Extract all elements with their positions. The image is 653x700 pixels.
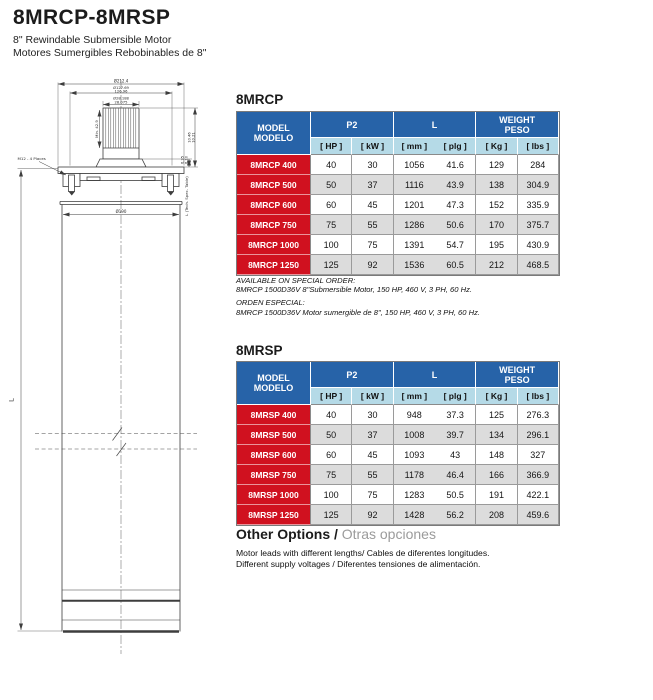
- spec-value: 1286: [394, 215, 435, 235]
- spec-value: 212: [476, 255, 517, 275]
- spec-value: 304.9: [518, 175, 559, 195]
- unit-header: [ HP ]: [311, 138, 352, 155]
- spec-value: 276.3: [518, 405, 559, 425]
- other-options-heading-en: Other Options /: [236, 526, 338, 542]
- other-options-heading: [236, 526, 436, 542]
- group-header: L: [394, 362, 477, 388]
- spec-value: 75: [352, 485, 393, 505]
- unit-header: [ Kg ]: [476, 388, 517, 405]
- model-name: 8MRSP 1250: [237, 505, 311, 525]
- spec-value: 335.9: [518, 195, 559, 215]
- spec-value: 1201: [394, 195, 435, 215]
- group-header: P2: [311, 112, 394, 138]
- other-options-heading-es: Otras opciones: [341, 526, 436, 542]
- model-name: 8MRCP 750: [237, 215, 311, 235]
- dim-shaft-diameter-max: Ø28.188: [113, 96, 129, 101]
- spec-table-grid: [236, 111, 560, 276]
- dim-length-label: L: [7, 398, 16, 402]
- spec-value: 1536: [394, 255, 435, 275]
- spec-value: 1116: [394, 175, 435, 195]
- spec-value: 1008: [394, 425, 435, 445]
- spec-value: 37.3: [435, 405, 476, 425]
- spec-value: 1283: [394, 485, 435, 505]
- spec-value: 30: [352, 155, 393, 175]
- spec-value: 375.7: [518, 215, 559, 235]
- spec-value: 100: [311, 235, 352, 255]
- spec-value: 166: [476, 465, 517, 485]
- other-options-line1: Motor leads with different lengths/ Cables de diferentes longitudes.: [236, 548, 490, 558]
- note-es-title: ORDEN ESPECIAL:: [236, 298, 305, 308]
- spec-value: 41.6: [435, 155, 476, 175]
- group-header: P2: [311, 362, 394, 388]
- unit-header: [ HP ]: [311, 388, 352, 405]
- spec-value: 30: [352, 405, 393, 425]
- model-name: 8MRSP 400: [237, 405, 311, 425]
- spec-value: 75: [311, 215, 352, 235]
- spec-value: 134: [476, 425, 517, 445]
- table-8mrcp: [236, 111, 560, 276]
- spec-value: 55: [352, 465, 393, 485]
- other-options-line2: Different supply voltages / Diferentes tensiones de alimentación.: [236, 558, 481, 569]
- unit-header: [ mm ]: [394, 138, 435, 155]
- dim-shaft-extension-min: 10.21: [191, 132, 196, 143]
- spec-value: 1178: [394, 465, 435, 485]
- spec-table-grid: [236, 361, 560, 526]
- unit-header: [ plg ]: [435, 138, 476, 155]
- spec-value: 125: [476, 405, 517, 425]
- spec-value: 92: [352, 255, 393, 275]
- subtitle-es: Motores Sumergibles Rebobinables de 8": [13, 46, 207, 59]
- spec-value: 40: [311, 155, 352, 175]
- spec-value: 948: [394, 405, 435, 425]
- spec-value: 125: [311, 505, 352, 525]
- unit-header: [ lbs ]: [518, 388, 559, 405]
- spec-value: 191: [476, 485, 517, 505]
- motor-technical-drawing: [0, 0, 230, 700]
- spec-value: 45: [352, 195, 393, 215]
- spec-value: 296.1: [518, 425, 559, 445]
- unit-header: [ kW ]: [352, 388, 393, 405]
- model-name: 8MRSP 500: [237, 425, 311, 445]
- spec-value: 55: [352, 215, 393, 235]
- model-column-header: MODEL MODELO: [237, 362, 311, 405]
- dim-spline-length: Min. 42.9: [93, 120, 99, 138]
- unit-header: [ lbs ]: [518, 138, 559, 155]
- dim-step-min: 6.10: [184, 155, 189, 165]
- dim-stud-callout: M12 - 4 Places: [17, 156, 46, 161]
- table-8mrsp: [236, 361, 560, 526]
- unit-header: [ kW ]: [352, 138, 393, 155]
- spec-value: 50.5: [435, 485, 476, 505]
- model-name: 8MRCP 400: [237, 155, 311, 175]
- spec-value: 50.6: [435, 215, 476, 235]
- spec-value: 43: [435, 445, 476, 465]
- spec-value: 152: [476, 195, 517, 215]
- spec-value: 47.3: [435, 195, 476, 215]
- spec-value: 45: [352, 445, 393, 465]
- spec-value: 43.9: [435, 175, 476, 195]
- model-column-header: MODEL MODELO: [237, 112, 311, 155]
- dim-length-note: L (Tech. Spec. Table): [184, 176, 189, 216]
- spec-value: 170: [476, 215, 517, 235]
- spec-value: 50: [311, 175, 352, 195]
- group-header: L: [394, 112, 477, 138]
- break-lines: [35, 428, 197, 457]
- note-es: [236, 298, 558, 316]
- table-title-8mrcp: 8MRCP: [236, 92, 284, 107]
- dim-register-diameter-max: Ø127.69: [113, 85, 129, 90]
- spec-value: 468.5: [518, 255, 559, 275]
- spec-value: 56.2: [435, 505, 476, 525]
- dim-register-diameter-min: 126.96: [114, 89, 128, 94]
- spec-value: 50: [311, 425, 352, 445]
- spec-value: 284: [518, 155, 559, 175]
- unit-header: [ plg ]: [435, 388, 476, 405]
- group-header: WEIGHT PESO: [476, 112, 559, 138]
- dim-shaft-diameter-min: 28.075: [114, 100, 128, 105]
- dim-body-diameter: Ø190: [115, 208, 127, 214]
- note-en: [236, 276, 558, 294]
- model-name: 8MRSP 600: [237, 445, 311, 465]
- spec-value: 148: [476, 445, 517, 465]
- note-en-body: 8MRCP 1500D36V 8"Submersible Motor, 150 HP, 460 V, 3 PH, 60 Hz.: [236, 285, 472, 295]
- spec-value: 46.4: [435, 465, 476, 485]
- spec-value: 100: [311, 485, 352, 505]
- page-title: 8MRCP-8MRSP: [13, 6, 171, 29]
- model-name: 8MRCP 600: [237, 195, 311, 215]
- spec-value: 459.6: [518, 505, 559, 525]
- subtitle-en: 8" Rewindable Submersible Motor: [13, 34, 172, 46]
- note-en-title: AVAILABLE ON SPECIAL ORDER:: [236, 276, 356, 285]
- spec-value: 1428: [394, 505, 435, 525]
- spec-value: 430.9: [518, 235, 559, 255]
- model-name: 8MRCP 500: [237, 175, 311, 195]
- spec-value: 60: [311, 195, 352, 215]
- dim-overall-diameter: Ø212.4: [113, 78, 129, 84]
- unit-header: [ mm ]: [394, 388, 435, 405]
- unit-header: [ Kg ]: [476, 138, 517, 155]
- group-header: WEIGHT PESO: [476, 362, 559, 388]
- spec-value: 60: [311, 445, 352, 465]
- spec-value: 1093: [394, 445, 435, 465]
- spec-value: 40: [311, 405, 352, 425]
- model-name: 8MRSP 750: [237, 465, 311, 485]
- spec-value: 129: [476, 155, 517, 175]
- spec-value: 1056: [394, 155, 435, 175]
- spec-value: 75: [311, 465, 352, 485]
- dim-step-max: 6.35: [180, 155, 185, 165]
- model-name: 8MRCP 1250: [237, 255, 311, 275]
- note-es-body: 8MRCP 1500D36V Motor sumergible de 8", 150 HP, 460 V, 3 PH, 60 Hz.: [236, 307, 480, 317]
- spec-value: 208: [476, 505, 517, 525]
- spec-value: 54.7: [435, 235, 476, 255]
- spec-value: 75: [352, 235, 393, 255]
- model-name: 8MRCP 1000: [237, 235, 311, 255]
- spec-value: 138: [476, 175, 517, 195]
- spec-value: 422.1: [518, 485, 559, 505]
- spec-value: 1391: [394, 235, 435, 255]
- spec-value: 37: [352, 175, 393, 195]
- other-options-body: [236, 548, 558, 569]
- spec-value: 327: [518, 445, 559, 465]
- spec-value: 366.9: [518, 465, 559, 485]
- spec-value: 195: [476, 235, 517, 255]
- spec-value: 125: [311, 255, 352, 275]
- spec-value: 37: [352, 425, 393, 445]
- spec-value: 39.7: [435, 425, 476, 445]
- model-name: 8MRSP 1000: [237, 485, 311, 505]
- dim-shaft-extension-max: 10.46: [187, 132, 192, 143]
- special-order-notes: [236, 276, 558, 321]
- spec-value: 60.5: [435, 255, 476, 275]
- table-title-8mrsp: 8MRSP: [236, 343, 283, 358]
- spec-value: 92: [352, 505, 393, 525]
